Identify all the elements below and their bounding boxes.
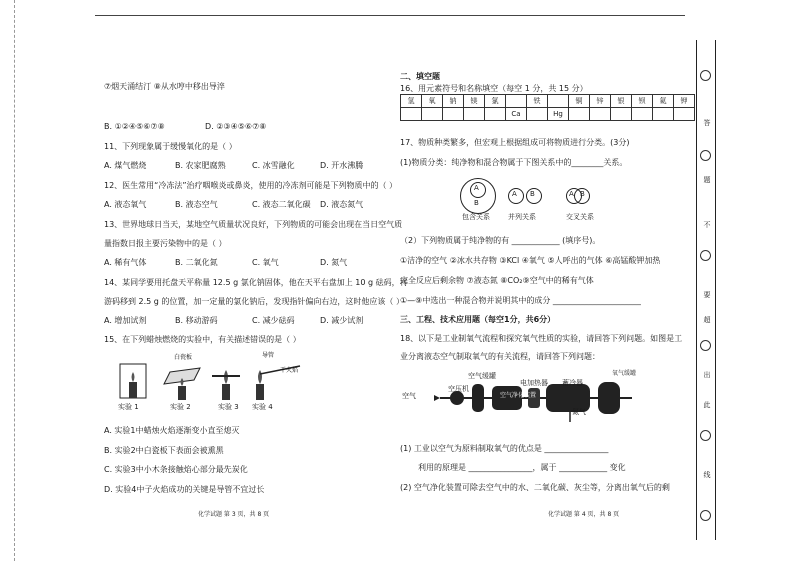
table-cell: 钾	[674, 95, 695, 108]
question-17-2: （2）下列物质属于纯净物的有 ____________ (填序号)。	[400, 236, 601, 245]
exp-tag-flame: 干火焰	[280, 367, 299, 374]
option: D. 液态氮气	[320, 200, 364, 209]
flow-label: 空压机	[448, 385, 469, 393]
flow-label: 氧气缓罐	[612, 370, 637, 377]
element-table	[400, 94, 695, 121]
option-d: D. ②③④⑤⑥⑦⑧	[205, 122, 267, 131]
exp-label: 实验 2	[170, 403, 191, 411]
binding-hole-icon	[700, 150, 711, 161]
option: D. 实验4中子火焰成功的关键是导管不宜过长	[104, 485, 265, 494]
question-18: 18、以下是工业制氧气流程和探究氧气性质的实验，请回答下列问题。如图是工	[400, 334, 683, 343]
fig-letter-b: B	[580, 190, 585, 198]
question-17-3: ①—⑨中选出一种混合物并说明其中的成分 ______________________	[400, 296, 641, 305]
experiment-2-icon	[164, 368, 200, 400]
experiment-1-icon	[120, 364, 146, 398]
flow-label: 电加热器	[520, 379, 548, 387]
oxygen-buffer-tank-icon	[598, 382, 620, 414]
table-cell	[653, 108, 674, 121]
question-13-cont: 量指数日报主要污染物中的是（ ）	[104, 239, 227, 248]
section-2-title: 二、填空题	[400, 72, 440, 81]
question-13: 13、世界地球日当天，某地空气质量状况良好，下列物质的可能会出现在当日空气质	[104, 220, 403, 229]
table-cell	[632, 108, 653, 121]
option: A. 液态氧气	[104, 200, 147, 209]
binding-char: 不	[703, 221, 711, 229]
table-cell: 铜	[569, 95, 590, 108]
table-cell	[485, 108, 506, 121]
table-cell: 氦	[653, 95, 674, 108]
table-cell	[422, 108, 443, 121]
option: C. 冰雪融化	[252, 161, 295, 170]
left-binding-strip	[0, 0, 15, 561]
table-cell	[506, 95, 527, 108]
binding-char: 此	[703, 401, 711, 409]
exp-label: 实验 3	[218, 403, 239, 411]
experiment-3-icon	[212, 370, 240, 400]
question-18-1: (1) 工业以空气为原料制取氧气的优点是 ________________	[400, 444, 609, 453]
page-footer-right: 化学试题 第 4 页，共 8 页	[548, 511, 620, 518]
option: A. 实验1中蜡烛火焰逐渐变小直至熄灭	[104, 426, 240, 435]
fig-caption: 包含关系	[462, 213, 490, 221]
question-14: 14、某同学要用托盘天平称量 12.5 g 氯化钠固体，他在天平右盘加上 10 g 砝码，将	[104, 278, 408, 287]
exp-tag-tube: 导管	[262, 352, 275, 359]
binding-char: 线	[703, 471, 711, 479]
table-cell	[674, 108, 695, 121]
question-11: 11、下列现象属于缓慢氧化的是（ ）	[104, 142, 237, 151]
table-cell	[443, 108, 464, 121]
question-18-2: (2) 空气净化装置可除去空气中的水、二氧化碳、灰尘等，分离出氧气后的剩	[400, 483, 670, 492]
table-cell: 镁	[464, 95, 485, 108]
option: B. 农家肥腐熟	[175, 161, 226, 170]
question-17-1: (1)物质分类：纯净物和混合物属于下图关系中的________关系。	[400, 158, 628, 167]
question-12: 12、医生常用“冷冻法”治疗咽喉炎或鼻炎，使用的冷冻剂可能是下列物质中的（ ）	[104, 181, 398, 190]
page-footer-left: 化学试题 第 3 页，共 8 页	[198, 511, 270, 518]
table-cell	[401, 108, 422, 121]
table-cell: 钠	[443, 95, 464, 108]
question-15: 15、在下列蜡烛燃烧的实验中，有关描述错误的是（ ）	[104, 335, 301, 344]
table-cell: 钡	[632, 95, 653, 108]
binding-char: 出	[703, 371, 711, 379]
fig-caption: 并列关系	[508, 213, 536, 221]
table-cell	[527, 108, 548, 121]
fig-caption: 交叉关系	[566, 213, 594, 221]
question-16: 16、用元素符号和名称填空（每空 1 分，共 15 分）	[400, 84, 588, 93]
table-cell	[548, 95, 569, 108]
table-cell: 氢	[401, 95, 422, 108]
question-17-items: ①洁净的空气 ②冰水共存物 ③KCl ④氧气 ⑤人呼出的气体 ⑥高锰酸钾加热	[400, 256, 661, 265]
option: C. 氧气	[252, 258, 279, 267]
binding-hole-icon	[700, 70, 711, 81]
table-cell: 氧	[422, 95, 443, 108]
table-cell: 锌	[590, 95, 611, 108]
option: D. 减少试剂	[320, 316, 364, 325]
option: A. 增加试剂	[104, 316, 147, 325]
table-cell: Hg	[548, 108, 569, 121]
flow-label: 空气缓罐	[468, 372, 496, 380]
table-cell	[611, 108, 632, 121]
question-17: 17、物质种类繁多，但宏观上根据组成可将物质进行分类。(3分)	[400, 138, 630, 147]
table-cell: 氯	[485, 95, 506, 108]
option: C. 液态二氧化碳	[252, 200, 311, 209]
binding-char: 要	[703, 291, 711, 299]
air-buffer-tank-icon	[472, 384, 484, 412]
fig-letter-a: A	[512, 190, 517, 198]
option: B. 移动游码	[175, 316, 218, 325]
fig-letter-a: A	[569, 190, 574, 198]
option-line: ⑦烟天涌结汀 ⑧从水哼中移出导淬	[104, 82, 225, 91]
binding-hole-icon	[700, 340, 711, 351]
option: A. 稀有气体	[104, 258, 147, 267]
exp-label: 实验 1	[118, 403, 139, 411]
binding-char: 题	[703, 176, 711, 184]
fig-letter-a: A	[474, 184, 479, 192]
flow-label: 空气	[402, 392, 416, 400]
table-cell	[590, 108, 611, 121]
exp-label: 实验 4	[252, 403, 273, 411]
option: D. 氮气	[320, 258, 348, 267]
option: D. 开水沸腾	[320, 161, 364, 170]
option: A. 煤气燃烧	[104, 161, 147, 170]
option: B. 实验2中白瓷板下表面会被熏黑	[104, 446, 224, 455]
binding-char: 超	[703, 316, 711, 324]
question-14-cont: 游码移到 2.5 g 的位置，加一定量的氯化钠后，发现指针偏向右边，这时他应该（ ）	[104, 297, 404, 306]
top-rule	[95, 15, 685, 16]
exp-tag-plate: 白瓷板	[174, 354, 193, 361]
binding-hole-icon	[700, 430, 711, 441]
table-cell: Ca	[506, 108, 527, 121]
option: C. 实验3中小木条接触焰心部分最先炭化	[104, 465, 248, 474]
option: B. 液态空气	[175, 200, 218, 209]
flow-label: 蓄冷器	[562, 379, 583, 387]
section-3-title: 三、工程、技术应用题（每空1分，共6分）	[400, 315, 556, 324]
option-b: B. ①②④⑤⑥⑦⑧	[104, 122, 165, 131]
fig-letter-b: B	[474, 199, 479, 207]
binding-hole-icon	[700, 250, 711, 261]
binding-hole-icon	[700, 510, 711, 521]
flow-label: 空气净化装置	[500, 392, 537, 399]
binding-char: 答	[703, 119, 711, 127]
table-cell: 银	[611, 95, 632, 108]
question-18-cont: 业分离液态空气制取氧气的有关流程，请回答下列问题：	[400, 352, 600, 361]
flow-label: 氮气	[572, 408, 586, 416]
table-cell	[464, 108, 485, 121]
option: C. 减少砝码	[252, 316, 295, 325]
table-cell: 铁	[527, 95, 548, 108]
table-cell	[569, 108, 590, 121]
option: B. 二氧化氮	[175, 258, 218, 267]
fig-letter-b: B	[530, 190, 535, 198]
question-17-items-cont: 完全反应后剩余物 ⑦液态氮 ⑧CO₂⑨空气中的稀有气体	[400, 276, 594, 285]
question-18-1-cont: 利用的原理是 ________________，属于 ____________ 变化	[418, 463, 626, 472]
